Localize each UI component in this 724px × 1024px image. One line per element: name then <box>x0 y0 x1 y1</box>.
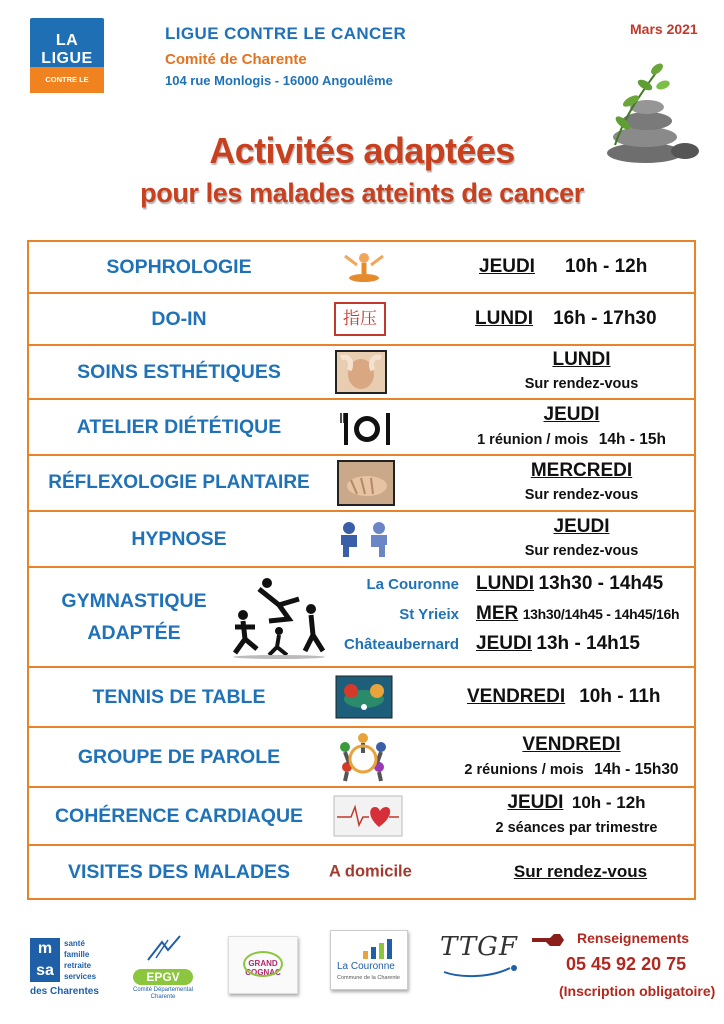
activity-row <box>29 846 694 898</box>
phone-number[interactable]: 05 45 92 20 75 <box>566 954 687 974</box>
activity-name-line2: ADAPTÉE <box>87 622 181 644</box>
ligue-logo <box>30 18 104 110</box>
registration-note: (Inscription obligatoire) <box>559 983 716 999</box>
activities-table <box>27 240 696 900</box>
epgv-subtitle: Comité Départemental Charente <box>132 987 194 1000</box>
activity-name: GROUPE DE PAROLE <box>77 746 281 768</box>
meditation-figure-icon <box>339 250 389 284</box>
address: 104 rue Monlogis - 16000 Angoulême <box>165 73 393 88</box>
schedule-day: LUNDI <box>475 308 534 329</box>
schedule <box>469 346 694 398</box>
activity-place: A domicile <box>329 862 412 881</box>
schedule-note: Sur rendez-vous <box>524 376 639 392</box>
gym-session <box>476 573 663 595</box>
epgv-label: EPGV <box>133 969 193 985</box>
msa-line: services <box>64 972 97 981</box>
activity-name: VISITES DES MALADES <box>67 861 291 883</box>
schedule-time: 13h - 14h15 <box>536 633 640 654</box>
schedule-note: 2 séances par trimestre <box>495 820 658 836</box>
la-couronne-label: La Couronne <box>337 961 395 972</box>
pointing-hand-icon <box>530 932 566 950</box>
people-circle-icon <box>335 731 391 783</box>
activity-name-line1: GYMNASTIQUE <box>61 590 207 612</box>
gym-location: La Couronne <box>366 576 459 593</box>
activity-row <box>29 456 694 512</box>
page-subtitle: pour les malades atteints de cancer <box>140 178 584 208</box>
epgv-logo <box>128 932 198 1000</box>
schedule-time: 14h - 15h30 <box>594 761 679 778</box>
schedule <box>475 294 694 344</box>
logo-line1: LA LIGUE <box>41 32 93 67</box>
schedule <box>467 668 694 726</box>
ttgf-logo <box>440 932 524 992</box>
epgv-figure-icon <box>128 932 198 964</box>
activity-row <box>29 668 694 728</box>
activity-name: HYPNOSE <box>131 528 227 550</box>
plate-cutlery-icon <box>339 407 395 447</box>
activity-row <box>29 512 694 568</box>
schedule-day: MER <box>476 603 519 624</box>
schedule-day: LUNDI <box>552 349 611 370</box>
schedule-day: MERCREDI <box>530 460 633 481</box>
grand-cognac-logo <box>228 936 298 994</box>
schedule-note: Sur rendez-vous <box>524 487 639 503</box>
schedule-day: JEUDI <box>479 256 535 277</box>
activity-row <box>29 400 694 456</box>
schedule-time: 14h - 15h <box>598 431 666 448</box>
heart-pulse-icon <box>333 795 403 837</box>
msa-logo: m sa santé famille retraite services des Charentes <box>30 939 99 997</box>
schedule-time: 10h - 12h <box>564 256 648 277</box>
schedule-note: 1 réunion / mois <box>477 432 589 448</box>
activity-name: DO-IN <box>151 308 207 330</box>
activity-row <box>29 568 694 668</box>
logo-line2: CONTRE LE CANCER <box>30 67 104 93</box>
gym-location: St Yrieix <box>399 606 459 623</box>
schedule-day: JEUDI <box>476 633 532 654</box>
gym-session <box>476 603 679 625</box>
schedule-time: 10h - 12h <box>571 793 646 812</box>
page-title: Activités adaptées <box>209 130 515 171</box>
gymnastics-silhouettes-icon <box>229 575 329 659</box>
activity-row <box>29 242 694 294</box>
msa-line: famille <box>64 950 90 959</box>
schedule-day: JEUDI <box>543 404 600 425</box>
schedule <box>467 846 694 898</box>
activity-name: ATELIER DIÉTÉTIQUE <box>76 416 282 438</box>
activity-name: TENNIS DE TABLE <box>92 686 266 708</box>
schedule-day: LUNDI <box>476 573 535 594</box>
activity-name: RÉFLEXOLOGIE PLANTAIRE <box>48 472 310 493</box>
activity-row <box>29 728 694 788</box>
schedule-main <box>459 792 694 814</box>
schedule-detail <box>449 761 694 779</box>
schedule-day: JEUDI <box>553 516 610 537</box>
info-label: Renseignements <box>577 930 690 946</box>
activity-name: SOINS ESTHÉTIQUES <box>77 361 281 383</box>
activity-name: COHÉRENCE CARDIAQUE <box>54 805 304 827</box>
schedule-day: VENDREDI <box>522 734 621 755</box>
schedule-time: 16h - 17h30 <box>553 308 657 329</box>
activity-name <box>29 568 239 666</box>
ttgf-swoosh-icon <box>440 962 524 982</box>
activity-row <box>29 346 694 400</box>
org-name: LIGUE CONTRE LE CANCER <box>165 24 407 43</box>
foot-massage-photo-icon <box>337 460 395 506</box>
activity-name: SOPHROLOGIE <box>106 256 252 278</box>
activity-row <box>29 294 694 346</box>
gym-location: Châteaubernard <box>343 636 459 653</box>
schedule <box>449 728 694 786</box>
schedule <box>469 456 694 510</box>
schedule-time: 10h - 11h <box>579 686 661 707</box>
schedule-day: JEUDI <box>507 792 564 813</box>
gym-session <box>476 633 640 655</box>
activity-row <box>29 788 694 846</box>
two-people-chairs-icon <box>335 519 393 559</box>
schedule <box>469 512 694 566</box>
schedule-time: 13h30/14h45 - 14h45/16h <box>522 606 680 622</box>
msa-line: retraite <box>64 961 92 970</box>
schedule-detail <box>449 431 694 449</box>
schedule-note: Sur rendez-vous <box>524 543 639 559</box>
ttgf-label: TTGF <box>440 932 518 962</box>
date: Mars 2021 <box>630 21 698 37</box>
grand-cognac-label: GRAND COGNAC <box>245 959 281 977</box>
bar-graph-icon <box>361 937 397 959</box>
chinese-characters-icon: 指压 <box>334 302 386 336</box>
table-tennis-photo-icon <box>335 675 393 719</box>
committee-name: Comité de Charente <box>165 51 307 68</box>
schedule <box>459 788 694 844</box>
schedule-day: VENDREDI <box>467 686 566 707</box>
schedule <box>479 242 694 292</box>
la-couronne-logo <box>330 930 408 990</box>
msa-line: santé <box>64 939 85 948</box>
schedule-note: 2 réunions / mois <box>464 762 584 778</box>
schedule-time: 13h30 - 14h45 <box>538 573 664 594</box>
schedule <box>476 568 694 666</box>
msa-region: des Charentes <box>30 986 99 997</box>
schedule-note: Sur rendez-vous <box>513 862 648 881</box>
facial-care-photo-icon <box>335 350 387 394</box>
schedule <box>449 400 694 454</box>
la-couronne-subtitle: Commune de la Charente <box>337 975 400 981</box>
